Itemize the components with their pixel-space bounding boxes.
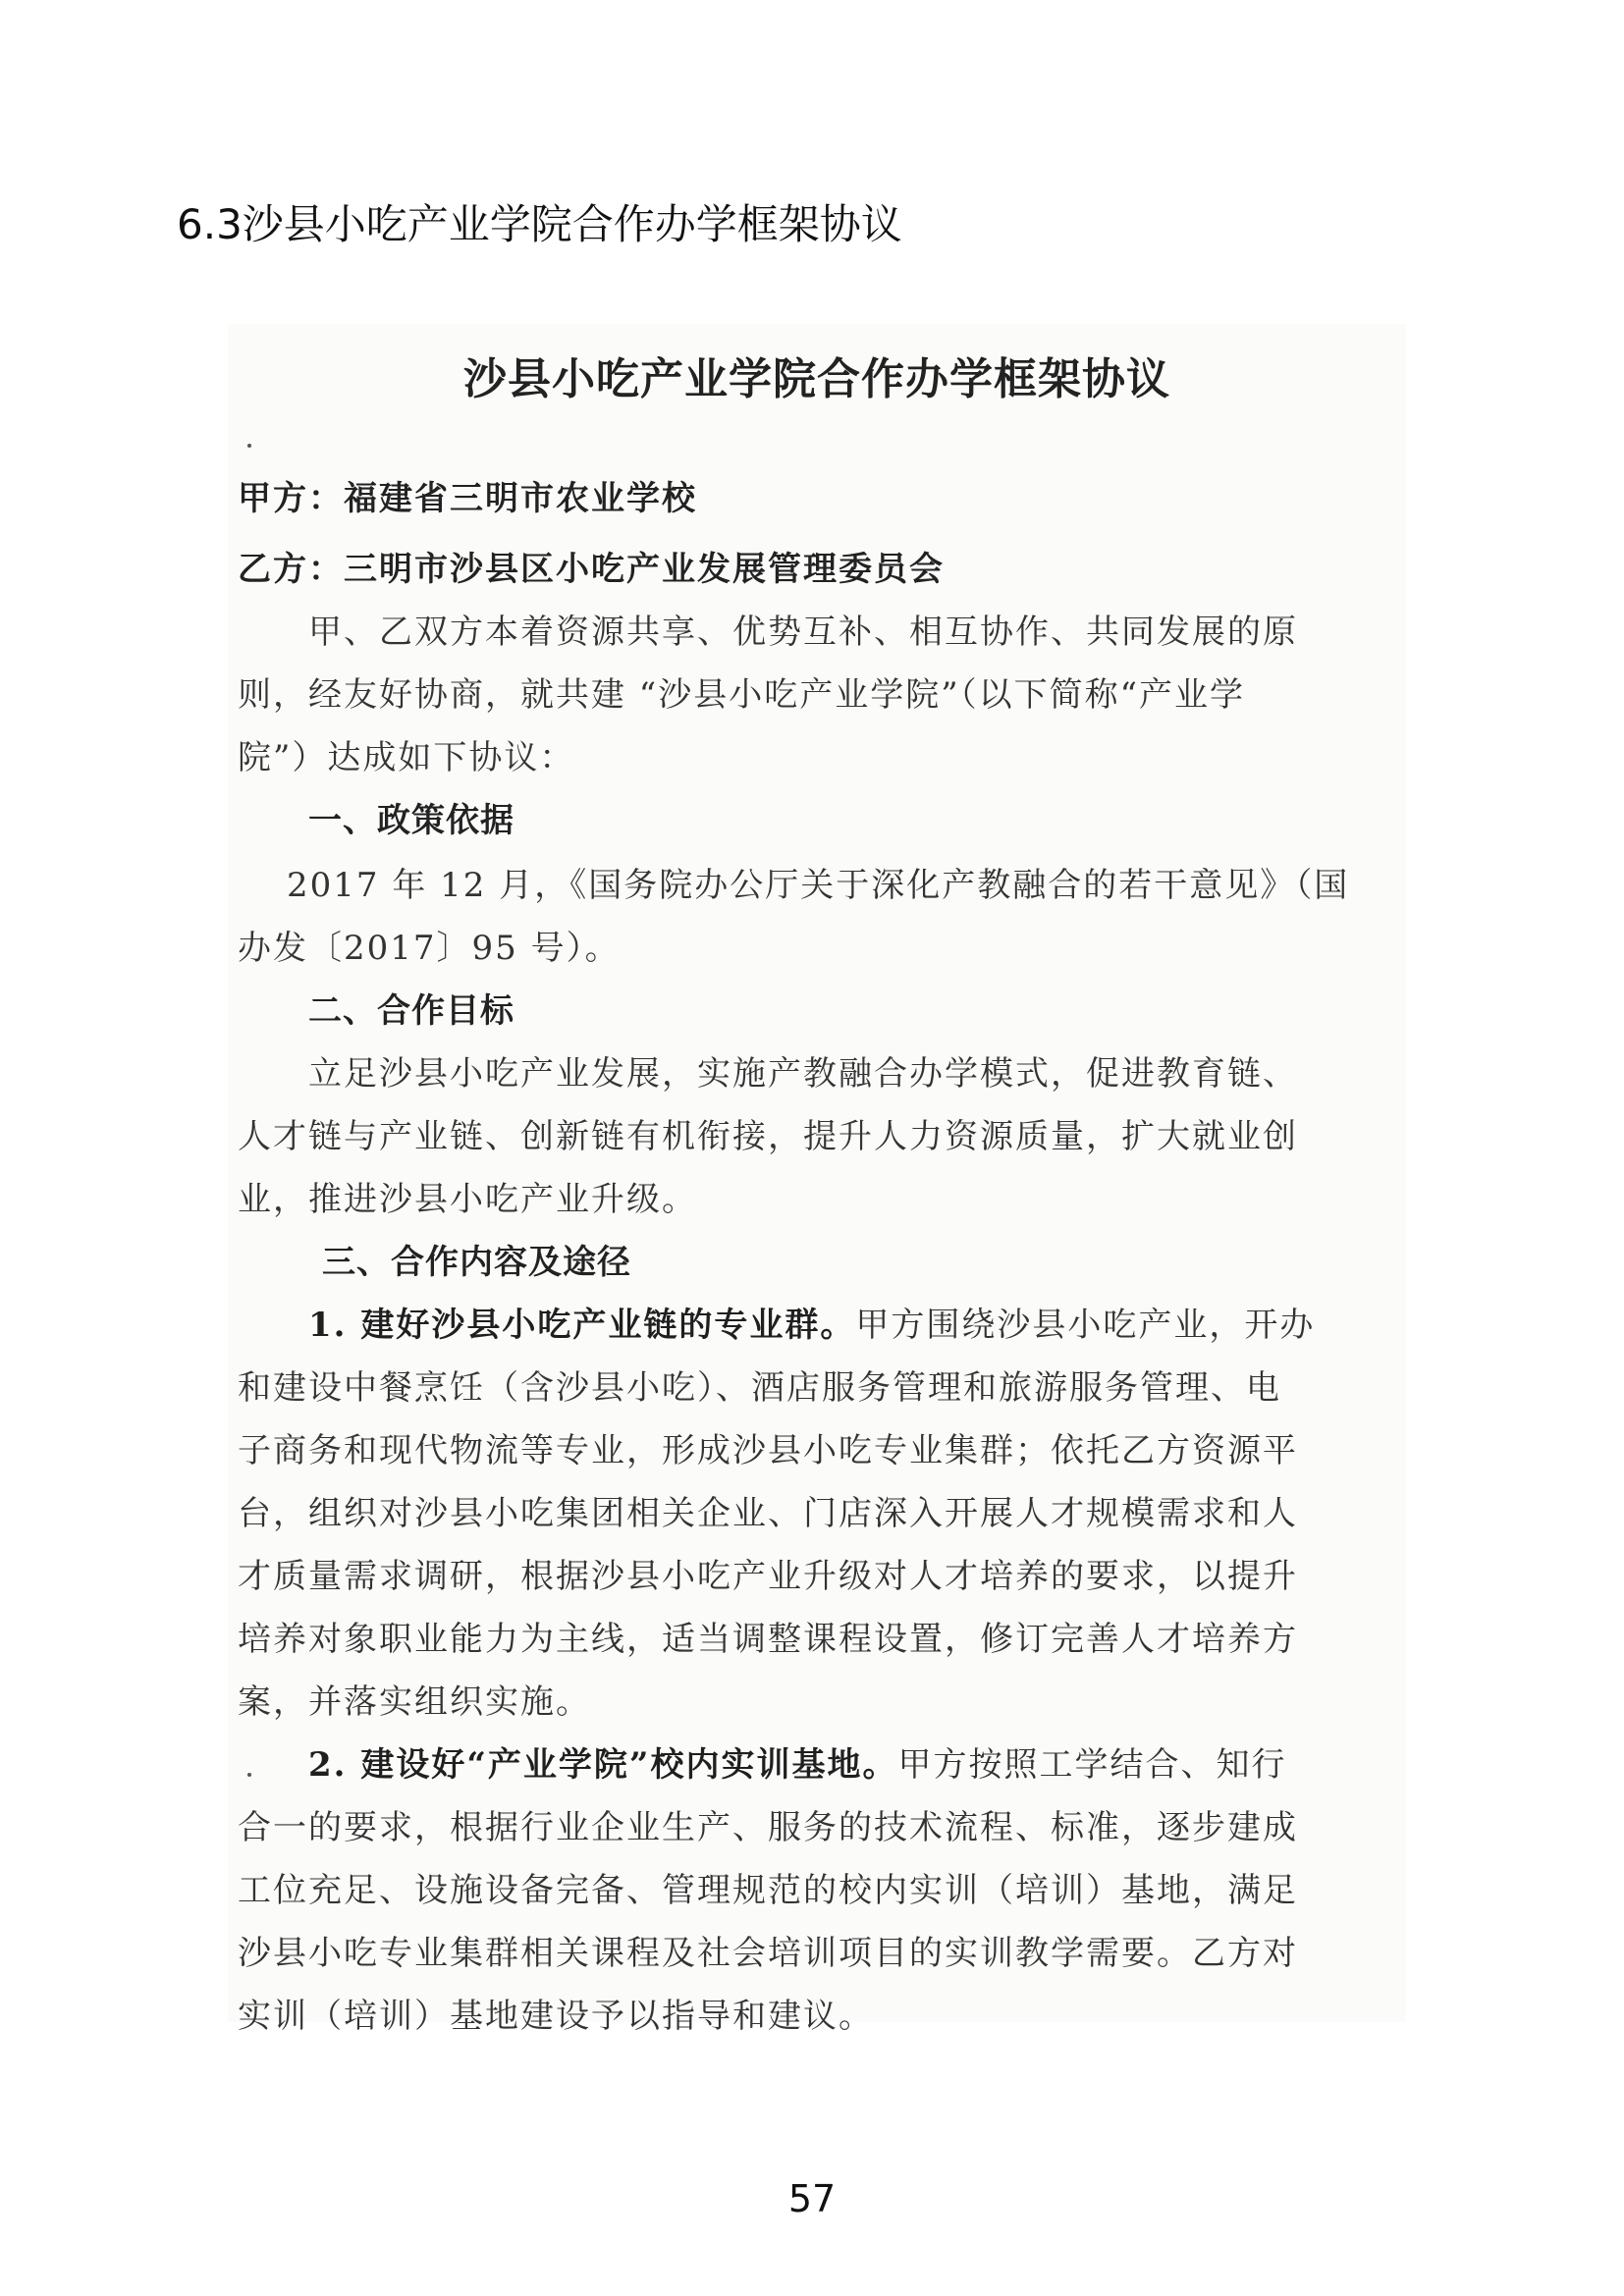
party-a: 甲方：福建省三明市农业学校 (238, 479, 697, 518)
section-1-line: 2017 年 12 月，《国务院办公厅关于深化产教融合的若干意见》（国 (287, 866, 1350, 905)
item-1-title: 1. 建好沙县小吃产业链的专业群。 (308, 1306, 856, 1345)
section-1-heading: 一、政策依据 (308, 801, 514, 840)
scan-speck (247, 1773, 251, 1777)
item-1-line: 台，组织对沙县小吃集团相关企业、门店深入开展人才规模需求和人 (238, 1494, 1298, 1533)
page-number: 57 (787, 2177, 837, 2220)
section-2-line: 立足沙县小吃产业发展，实施产教融合办学模式，促进教育链、 (308, 1054, 1298, 1094)
item-2-first-line-text: 甲方按照工学结合、知行 (897, 1745, 1287, 1785)
intro-line: 则，经友好协商，就共建 “沙县小吃产业学院”（以下简称“产业学 (238, 675, 1245, 715)
item-1-line: 和建设中餐烹饪（含沙县小吃）、酒店服务管理和旅游服务管理、电 (238, 1368, 1281, 1408)
item-1-first-line (308, 1298, 1315, 1346)
item-2-line: 沙县小吃专业集群相关课程及社会培训项目的实训教学需要。乙方对 (238, 1934, 1298, 1973)
section-1-line: 办发〔2017〕95 号）。 (238, 929, 621, 968)
item-1-first-line-text: 甲方围绕沙县小吃产业，开办 (855, 1306, 1316, 1345)
section-2-line: 业，推进沙县小吃产业升级。 (238, 1180, 697, 1219)
item-1-line: 案，并落实组织实施。 (238, 1682, 591, 1722)
scanned-document (228, 324, 1406, 2036)
item-1-line: 才质量需求调研，根据沙县小吃产业升级对人才培养的要求，以提升 (238, 1557, 1298, 1596)
scan-speck (247, 444, 251, 448)
item-2-title: 2. 建设好“产业学院”校内实训基地。 (308, 1745, 898, 1785)
section-2-line: 人才链与产业链、创新链有机衔接，提升人力资源质量，扩大就业创 (238, 1117, 1298, 1156)
intro-line: 甲、乙双方本着资源共享、优势互补、相互协作、共同发展的原 (308, 613, 1298, 652)
section-heading: 6.3沙县小吃产业学院合作办学框架协议 (177, 200, 902, 248)
section-2-heading: 二、合作目标 (308, 991, 514, 1031)
item-2-line: 实训（培训）基地建设予以指导和建议。 (238, 1997, 874, 2036)
item-2-line: 合一的要求，根据行业企业生产、服务的技术流程、标准，逐步建成 (238, 1808, 1298, 1847)
item-1-line: 培养对象职业能力为主线，适当调整课程设置，修订完善人才培养方 (238, 1620, 1298, 1659)
item-2-line: 工位充足、设施设备完备、管理规范的校内实训（培训）基地，满足 (238, 1871, 1298, 1910)
party-b: 乙方：三明市沙县区小吃产业发展管理委员会 (238, 550, 945, 589)
section-3-heading: 三、合作内容及途径 (322, 1243, 631, 1282)
item-1-line: 子商务和现代物流等专业，形成沙县小吃专业集群；依托乙方资源平 (238, 1431, 1298, 1470)
intro-line: 院”）达成如下协议： (238, 738, 575, 777)
document-title: 沙县小吃产业学院合作办学框架协议 (463, 354, 1170, 404)
item-2-first-line (308, 1737, 1286, 1786)
